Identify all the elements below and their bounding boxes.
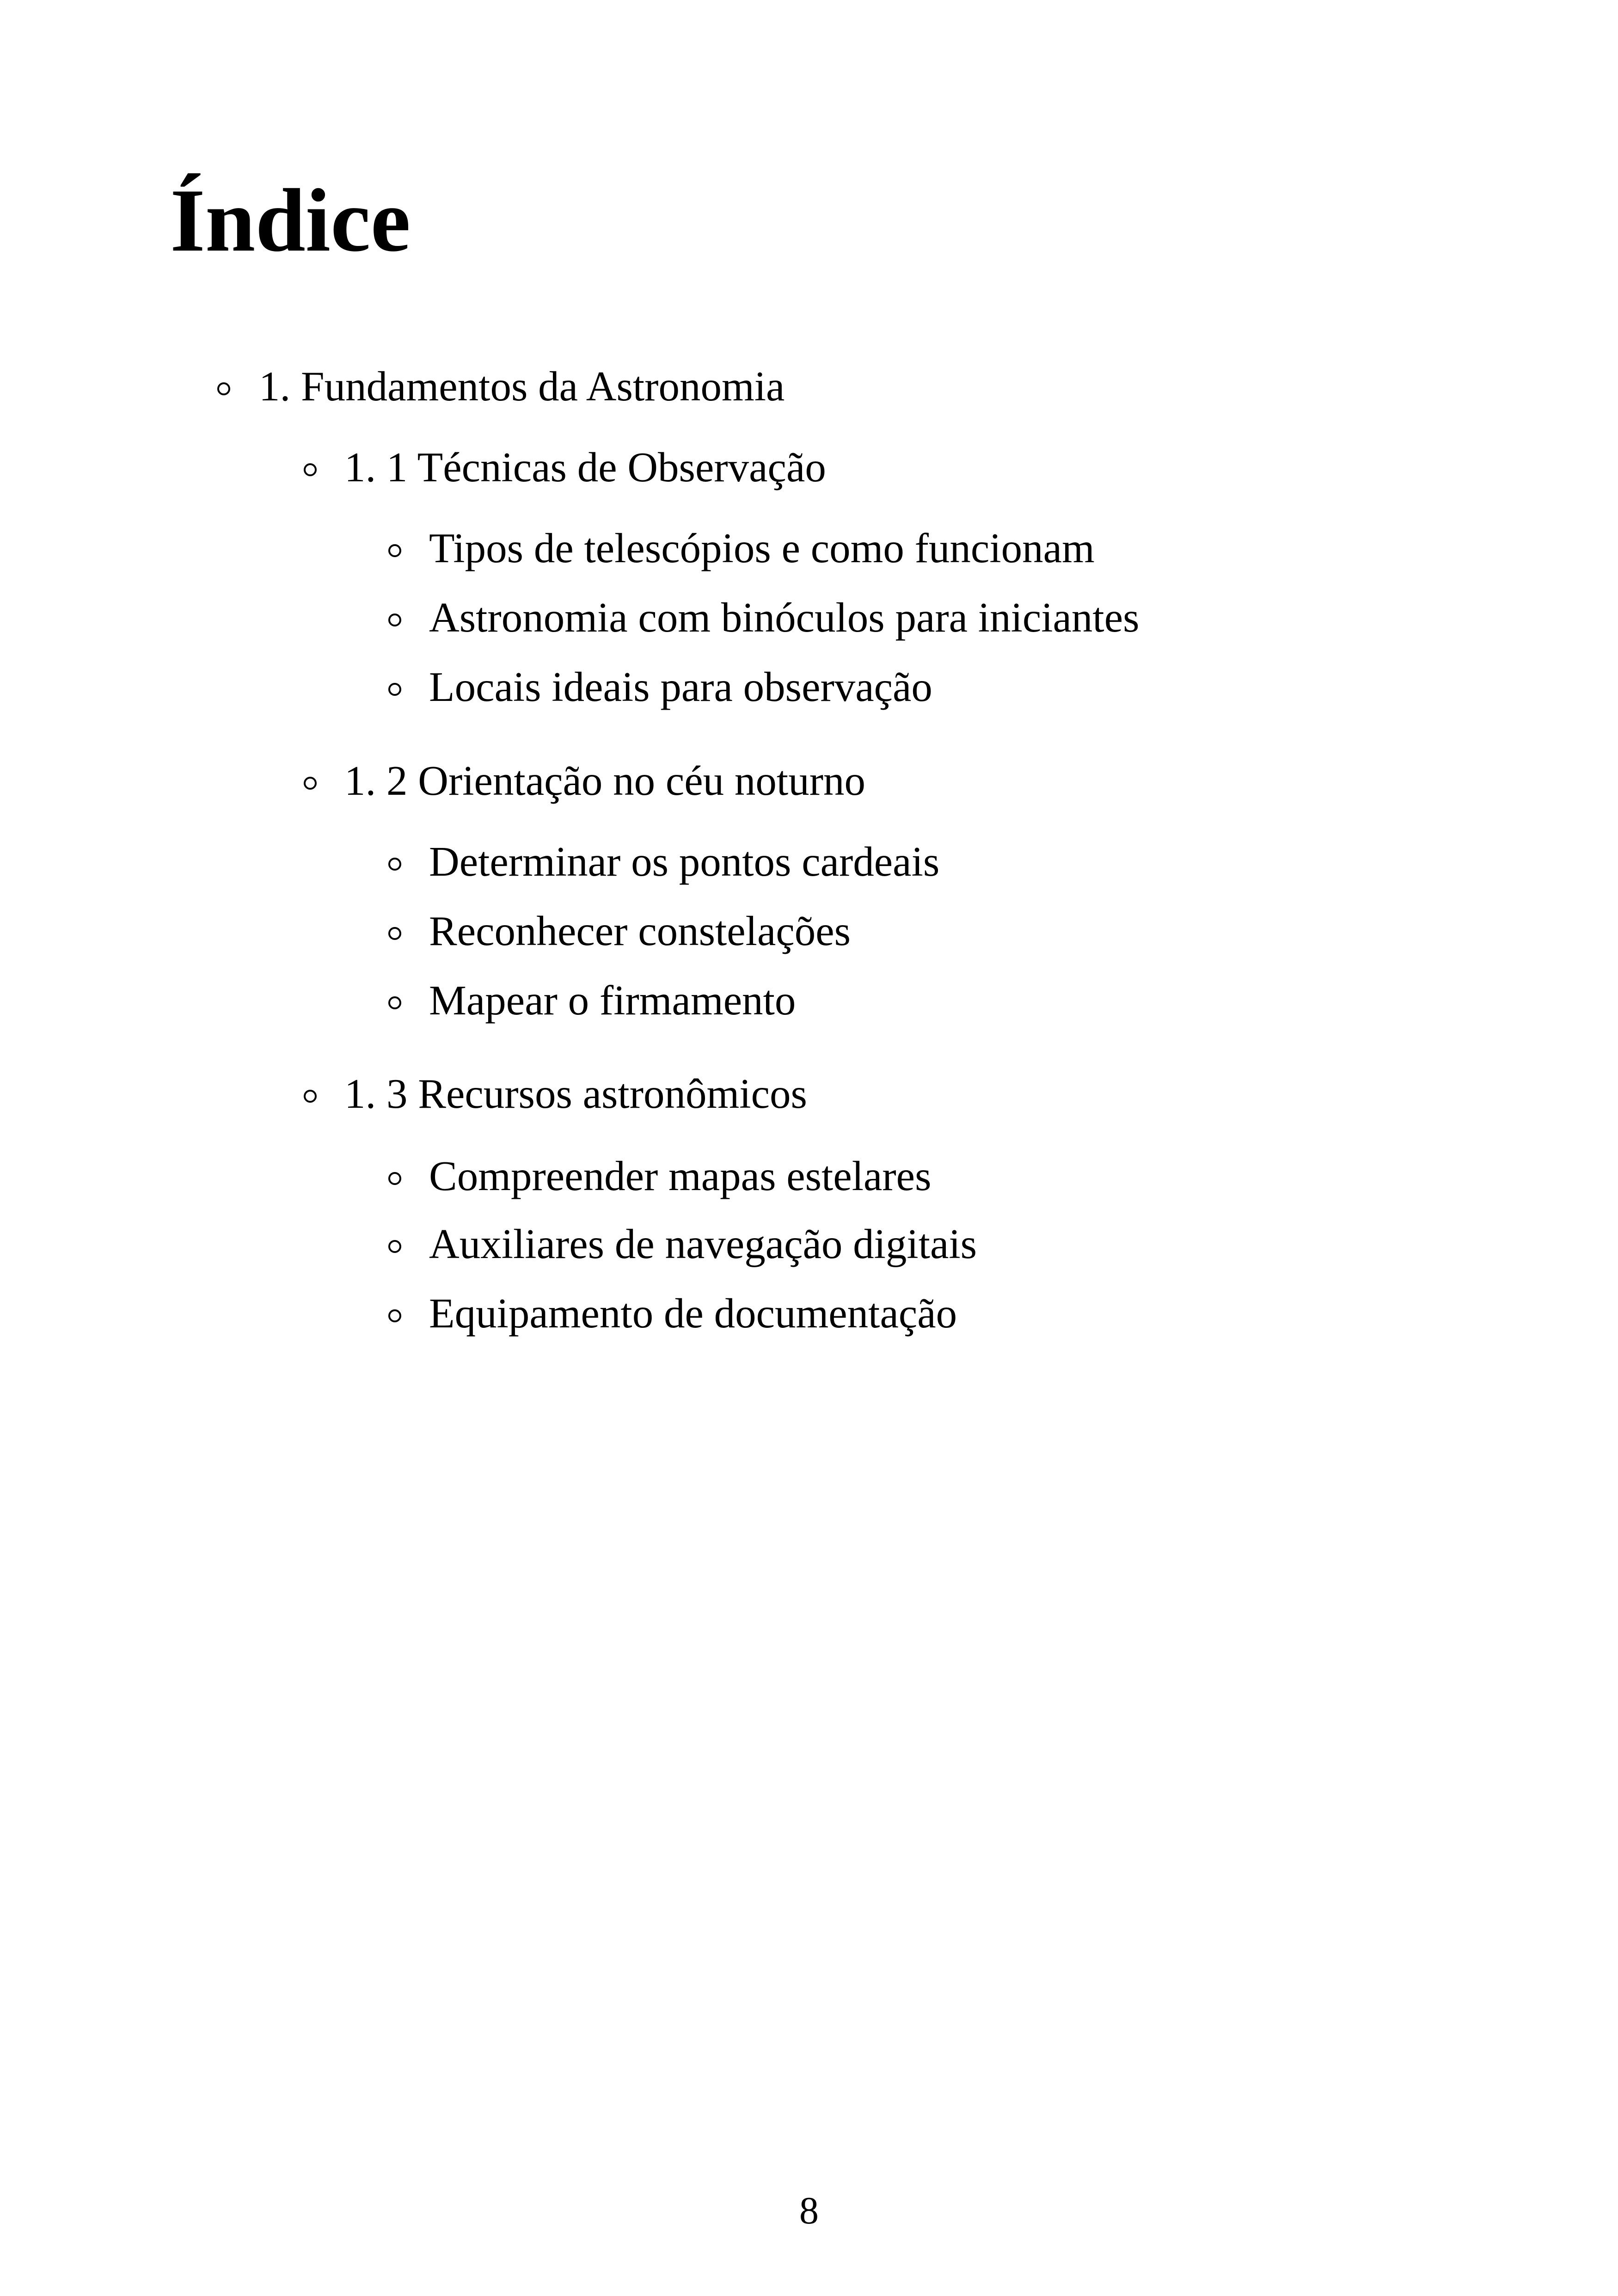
hollow-circle-icon <box>388 996 401 1009</box>
toc-item[interactable] <box>429 594 1140 641</box>
toc-entry-label: 1. 1 Técnicas de Observação <box>344 444 826 491</box>
toc-entry-label: 1. 3 Recursos astronômicos <box>344 1070 807 1117</box>
toc-item[interactable] <box>429 838 940 885</box>
toc-item[interactable] <box>429 977 796 1024</box>
toc-entry-label: Reconhecer constelações <box>429 908 851 954</box>
hollow-circle-icon <box>304 1090 317 1103</box>
toc-entry-label: Mapear o firmamento <box>429 977 796 1024</box>
hollow-circle-icon <box>388 858 401 871</box>
toc-subsection-orientacao[interactable] <box>344 757 866 804</box>
hollow-circle-icon <box>388 683 401 696</box>
hollow-circle-icon <box>304 777 317 790</box>
hollow-circle-icon <box>388 614 401 626</box>
toc-item[interactable] <box>429 1223 977 1265</box>
toc-entry-label: Astronomia com binóculos para iniciantes <box>429 594 1140 641</box>
toc-entry-label: Auxiliares de navegação digitais <box>429 1221 977 1267</box>
hollow-circle-icon <box>388 544 401 557</box>
toc-entry-label: Compreender mapas estelares <box>429 1153 932 1199</box>
hollow-circle-icon <box>388 1240 401 1253</box>
toc-entry-label: Locais ideais para observação <box>429 663 932 710</box>
toc-entry-label: 1. 2 Orientação no céu noturno <box>344 757 866 804</box>
toc-item[interactable] <box>429 910 851 952</box>
hollow-circle-icon <box>217 382 230 395</box>
hollow-circle-icon <box>304 463 317 476</box>
hollow-circle-icon <box>388 1172 401 1185</box>
toc-item[interactable] <box>429 527 1095 569</box>
hollow-circle-icon <box>388 1309 401 1322</box>
toc-subsection-recursos[interactable] <box>344 1070 807 1117</box>
page-title: Índice <box>170 171 411 270</box>
toc-item[interactable] <box>429 1290 957 1337</box>
toc-subsection-tecnicas[interactable] <box>344 444 826 491</box>
hollow-circle-icon <box>388 927 401 940</box>
page-number: 8 <box>799 2189 819 2232</box>
toc-section-fundamentos[interactable] <box>259 363 785 410</box>
toc-item[interactable] <box>429 663 932 710</box>
toc-entry-label: 1. Fundamentos da Astronomia <box>259 363 785 410</box>
toc-entry-label: Equipamento de documentação <box>429 1290 957 1337</box>
toc-item[interactable] <box>429 1155 932 1197</box>
toc-entry-label: Determinar os pontos cardeais <box>429 838 940 885</box>
toc-entry-label: Tipos de telescópios e como funcionam <box>429 525 1095 571</box>
